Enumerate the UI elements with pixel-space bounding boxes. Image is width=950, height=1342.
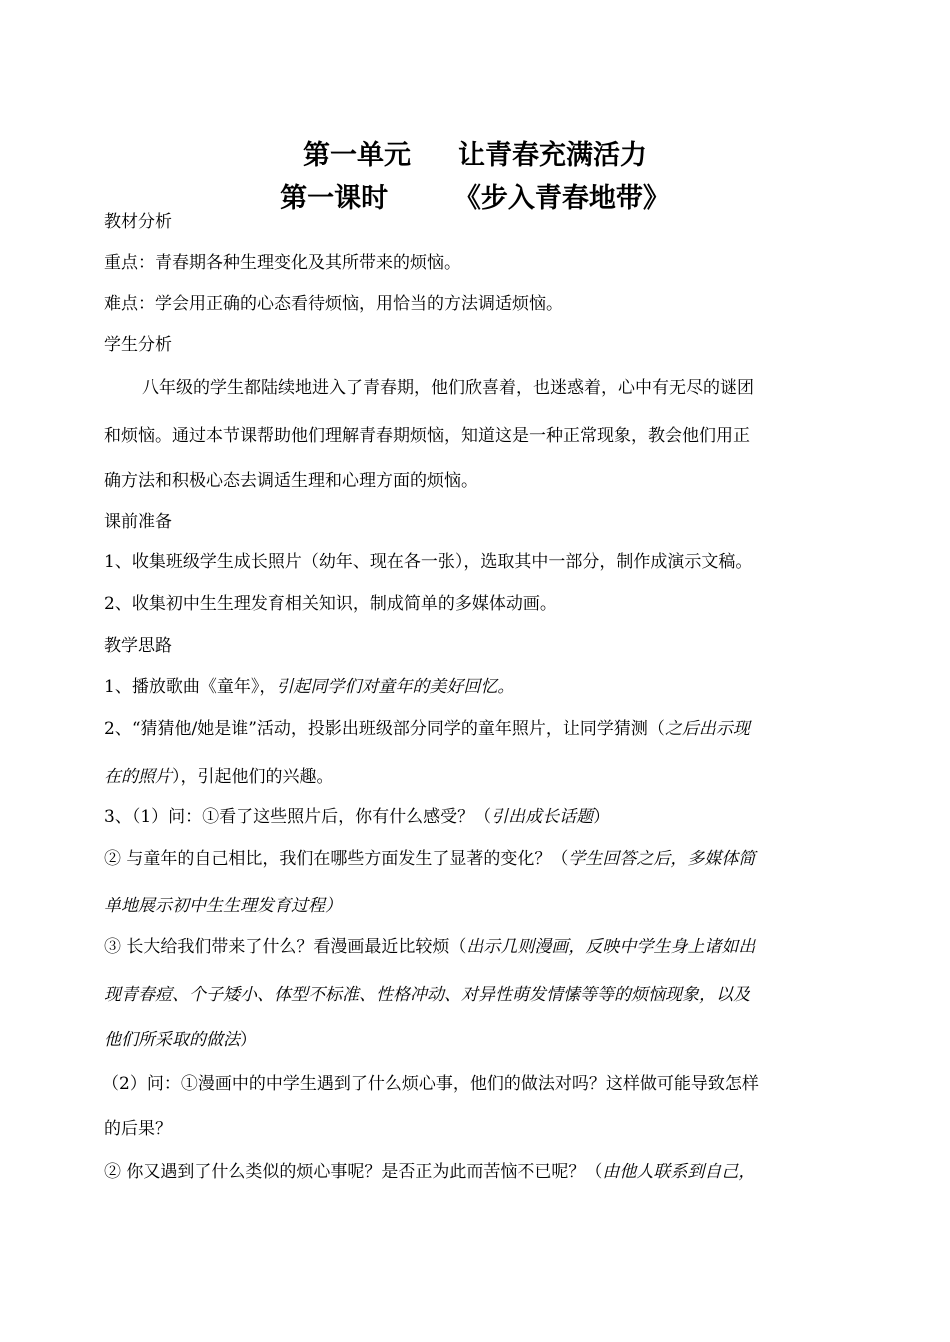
difficulty-point: 难点：学会用正确的心态看待烦恼，用恰当的方法调适烦恼。 (104, 294, 563, 314)
question-3-cont (104, 985, 750, 1005)
step-text: 2、“猜猜他/她是谁”活动，投影出班级部分同学的童年照片，让同学猜测（ (104, 719, 665, 739)
step-note: 在的照片 (104, 767, 172, 787)
question-text: ） (240, 1030, 257, 1050)
step-text: ） (593, 807, 611, 827)
question-note: 他们所采取的做法 (104, 1030, 240, 1050)
step-note: 引起同学们对童年的美好回忆。 (276, 677, 515, 697)
step-text: 3、（1）问：①看了这些照片后，你有什么感受？（ (104, 807, 492, 827)
section-heading-idea: 教学思路 (104, 636, 172, 656)
step-text: 1、播放歌曲《童年》， (104, 677, 277, 697)
question-text: ② 你又遇到了什么类似的烦心事呢？是否正为此而苦恼不已呢？（ (104, 1162, 603, 1182)
part-2: （2）问：①漫画中的中学生遇到了什么烦心事，他们的做法对吗？这样做可能导致怎样 (102, 1074, 759, 1094)
question-note: 出示几则漫画，反映中学生身上诸如出 (466, 937, 756, 957)
student-analysis-line: 确方法和积极心态去调适生理和心理方面的烦恼。 (104, 471, 478, 491)
prep-item: 1、收集班级学生成长照片（幼年、现在各一张），选取其中一部分，制作成演示文稿。 (104, 552, 753, 572)
section-heading-material: 教材分析 (104, 212, 172, 232)
part-2-cont: 的后果？ (104, 1119, 172, 1139)
question-3 (104, 937, 755, 957)
prep-item: 2、收集初中生生理发育相关知识，制成简单的多媒体动画。 (104, 594, 557, 614)
key-point: 重点：青春期各种生理变化及其所带来的烦恼。 (104, 253, 461, 273)
lesson-title: 第一课时 《步入青春地带》 (280, 183, 670, 214)
section-heading-student: 学生分析 (104, 335, 172, 355)
part-2-question-2 (104, 1162, 755, 1182)
question-note: 现青春痘、个子矮小、体型不标准、性格冲动、对异性萌发情愫等等的烦恼现象，以及 (104, 985, 750, 1005)
question-note: 由他人联系到自己， (602, 1162, 756, 1182)
question-2 (104, 849, 755, 869)
question-text: ② 与童年的自己相比，我们在哪些方面发生了显著的变化？（ (104, 849, 569, 869)
unit-title: 第一单元 让青春充满活力 (303, 140, 647, 171)
step-text: ），引起他们的兴趣。 (172, 767, 334, 787)
step-note: 引出成长话题 (491, 807, 594, 827)
student-analysis-line: 八年级的学生都陆续地进入了青春期，他们欣喜着，也迷惑着，心中有无尽的谜团 (142, 378, 754, 398)
section-heading-prep: 课前准备 (104, 512, 172, 532)
question-note: 学生回答之后，多媒体简 (568, 849, 756, 869)
question-note: 单地展示初中生生理发育过程） (104, 896, 342, 916)
student-analysis-line: 和烦恼。通过本节课帮助他们理解青春期烦恼，知道这是一种正常现象，教会他们用正 (104, 426, 750, 446)
question-text: ③ 长大给我们带来了什么？看漫画最近比较烦（ (104, 937, 467, 957)
question-3-cont (104, 1030, 257, 1050)
step-2-cont (104, 767, 334, 787)
question-2-cont (104, 896, 342, 916)
step-2 (104, 719, 750, 739)
step-note: 之后出示现 (664, 719, 750, 739)
step-3 (104, 807, 610, 827)
step-1 (104, 677, 514, 697)
